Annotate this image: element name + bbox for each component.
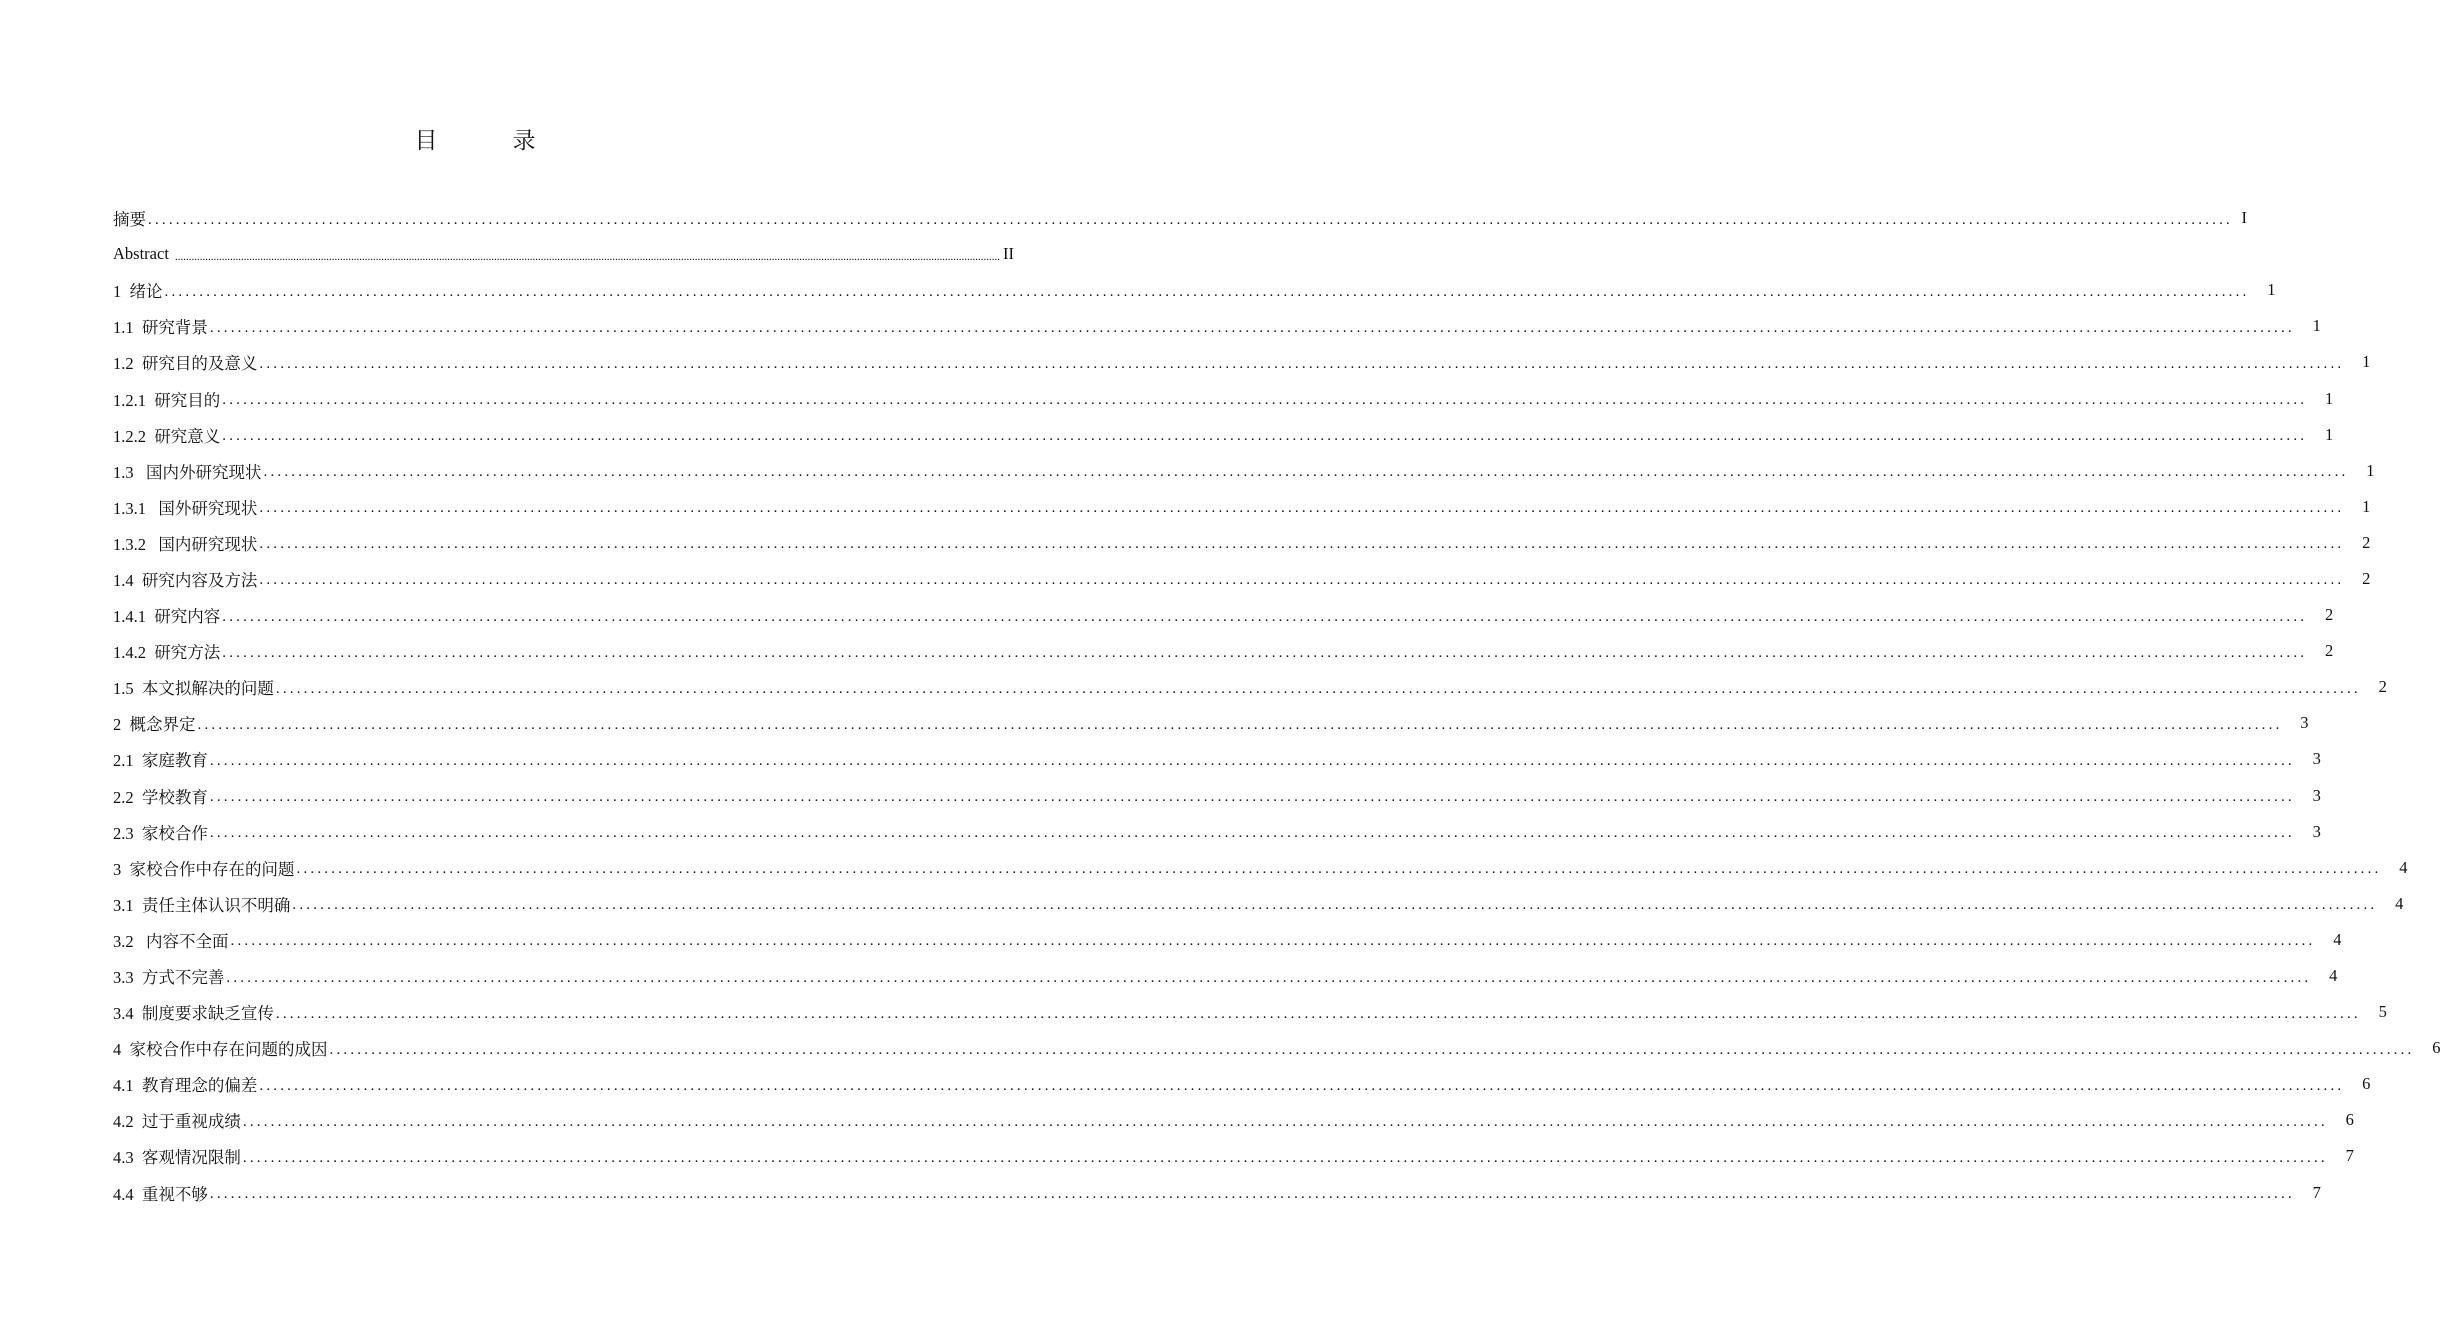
toc-entry-page-number: 4 bbox=[2399, 857, 2408, 877]
dot-leader: ............................................................................................................................................................................................................................................................................................................ bbox=[209, 752, 2295, 769]
page-title: 目 录 bbox=[414, 128, 562, 154]
toc-entry-title: 4.1 教育理念的偏差 bbox=[113, 1072, 259, 1096]
toc-entry[interactable] bbox=[113, 525, 2371, 561]
toc-entry-page-number: 7 bbox=[2312, 1182, 2321, 1202]
toc-entry-page-number: 1 bbox=[2325, 388, 2334, 408]
toc-entry-page-number: 6 bbox=[2432, 1038, 2441, 1058]
dot-leader: ............................................................................................................................................................................................................................................................................................................ bbox=[292, 897, 2378, 914]
dot-leader: ............................................................................................................................................................................................................................................................................................................ bbox=[197, 716, 2283, 733]
toc-entry-title: 4.2 过于重视成绩 bbox=[113, 1108, 243, 1132]
toc-entry-page-number: 6 bbox=[2362, 1074, 2371, 1094]
toc-entry[interactable] bbox=[113, 1102, 2354, 1138]
dot-leader: ............................................................................................................................................................................................................................................................................................................ bbox=[209, 825, 2295, 842]
dot-leader: ............................................................................................................................................................................................................................................................................................................ bbox=[209, 789, 2295, 806]
toc-entry-title: 1.5 本文拟解决的问题 bbox=[113, 675, 276, 699]
toc-entry-page-number: 3 bbox=[2312, 785, 2321, 805]
toc-entry-page-number: 2 bbox=[2362, 532, 2371, 552]
toc-entry-title: 3.2 内容不全面 bbox=[113, 928, 231, 952]
toc-entry-page-number: 1 bbox=[2325, 424, 2334, 444]
dot-leader: ............................................................................................................................................................................................................................................................................................................ bbox=[209, 319, 2295, 336]
toc-entry-page-number: 2 bbox=[2325, 605, 2334, 625]
toc-entry[interactable] bbox=[113, 561, 2371, 597]
dot-leader: ............................................................................................................................................................................................................................................................................................................ bbox=[275, 680, 2361, 697]
dot-leader: ............................................................................................................................................................................................................................................................................................................ bbox=[259, 500, 2345, 517]
dot-leader: ............................................................................................................................................................................................................................................................................................................ bbox=[230, 933, 2316, 950]
toc-entry-title: 4.3 客观情况限制 bbox=[113, 1144, 243, 1168]
toc-entry-title: 1.1 研究背景 bbox=[113, 314, 210, 338]
toc-entry[interactable] bbox=[113, 1030, 2441, 1066]
toc-entry-title: 1 绪论 bbox=[113, 278, 165, 302]
dot-leader: ............................................................................................................................................................................................................................................................................................................ bbox=[175, 250, 1001, 263]
toc-entry-page-number: 1 bbox=[2362, 496, 2371, 516]
toc-entry-title: 1.2 研究目的及意义 bbox=[113, 350, 259, 374]
toc-entry-page-number: 1 bbox=[2362, 352, 2371, 372]
toc-entry[interactable] bbox=[113, 1138, 2354, 1174]
toc-entry[interactable] bbox=[113, 417, 2334, 453]
toc-entry[interactable] bbox=[113, 308, 2321, 344]
toc-entry-page-number: 6 bbox=[2345, 1110, 2354, 1130]
toc-entry[interactable] bbox=[113, 380, 2334, 416]
toc-entry-title: 1.2.2 研究意义 bbox=[113, 423, 222, 447]
toc-entry[interactable] bbox=[113, 778, 2321, 814]
toc-entry-title: 1.3.2 国内研究现状 bbox=[113, 531, 259, 555]
dot-leader: ............................................................................................................................................................................................................................................................................................................ bbox=[242, 1113, 2328, 1130]
toc-entry-page-number: 3 bbox=[2312, 749, 2321, 769]
toc-entry-title: 1.4.2 研究方法 bbox=[113, 639, 222, 663]
toc-entry-page-number: 4 bbox=[2333, 929, 2342, 949]
dot-leader: ............................................................................................................................................................................................................................................................................................................ bbox=[164, 283, 2250, 300]
toc-entry-page-number: 2 bbox=[2325, 641, 2334, 661]
dot-leader: ............................................................................................................................................................................................................................................................................................................ bbox=[329, 1041, 2415, 1058]
toc-entry[interactable] bbox=[113, 1066, 2371, 1102]
dot-leader: ............................................................................................................................................................................................................................................................................................................ bbox=[275, 1005, 2361, 1022]
toc-entry[interactable] bbox=[113, 741, 2321, 777]
dot-leader: ............................................................................................................................................................................................................................................................................................................ bbox=[242, 1149, 2328, 1166]
toc-entry-title: 1.3 国内外研究现状 bbox=[113, 459, 264, 483]
toc-entry-title: 2 概念界定 bbox=[113, 711, 198, 735]
dot-leader: ............................................................................................................................................................................................................................................................................................................ bbox=[226, 969, 2312, 986]
toc-entry[interactable] bbox=[113, 705, 2309, 741]
toc-entry[interactable] bbox=[113, 922, 2342, 958]
toc-entry-page-number: 2 bbox=[2362, 568, 2371, 588]
toc-entry-page-number: 4 bbox=[2329, 966, 2338, 986]
toc-entry-title: 2.1 家庭教育 bbox=[113, 747, 210, 771]
table-of-contents bbox=[113, 200, 2441, 1211]
toc-entry-title: 4 家校合作中存在问题的成因 bbox=[113, 1036, 330, 1060]
toc-entry[interactable] bbox=[113, 633, 2334, 669]
dot-leader: ............................................................................................................................................................................................................................................................................................................ bbox=[259, 536, 2345, 553]
toc-entry-title: Abstract bbox=[113, 244, 174, 264]
toc-entry[interactable] bbox=[113, 814, 2321, 850]
dot-leader: ............................................................................................................................................................................................................................................................................................................ bbox=[222, 644, 2308, 661]
toc-entry[interactable] bbox=[113, 344, 2371, 380]
dot-leader: ............................................................................................................................................................................................................................................................................................................ bbox=[148, 211, 2233, 228]
dot-leader: ............................................................................................................................................................................................................................................................................................................ bbox=[259, 355, 2345, 372]
toc-entry[interactable] bbox=[113, 1175, 2321, 1211]
toc-entry-page-number: 3 bbox=[2312, 821, 2321, 841]
toc-entry-page-number: 4 bbox=[2395, 893, 2404, 913]
toc-entry[interactable] bbox=[113, 886, 2404, 922]
toc-entry-title: 1.4 研究内容及方法 bbox=[113, 567, 259, 591]
toc-entry-title: 3.4 制度要求缺乏宣传 bbox=[113, 1000, 276, 1024]
dot-leader: ............................................................................................................................................................................................................................................................................................................ bbox=[259, 572, 2345, 589]
toc-entry[interactable] bbox=[113, 453, 2375, 489]
toc-entry-page-number: 3 bbox=[2300, 713, 2309, 733]
dot-leader: ............................................................................................................................................................................................................................................................................................................ bbox=[222, 392, 2308, 409]
toc-entry[interactable] bbox=[113, 669, 2387, 705]
toc-entry[interactable] bbox=[113, 489, 2371, 525]
toc-entry[interactable] bbox=[113, 200, 2247, 236]
toc-entry-title: 4.4 重视不够 bbox=[113, 1181, 210, 1205]
dot-leader: ............................................................................................................................................................................................................................................................................................................ bbox=[222, 428, 2308, 445]
dot-leader: ............................................................................................................................................................................................................................................................................................................ bbox=[296, 861, 2382, 878]
toc-entry[interactable] bbox=[113, 958, 2338, 994]
toc-entry-page-number: 1 bbox=[2366, 460, 2375, 480]
toc-entry-page-number: I bbox=[2241, 208, 2247, 228]
toc-entry-title: 1.3.1 国外研究现状 bbox=[113, 495, 259, 519]
dot-leader: ............................................................................................................................................................................................................................................................................................................ bbox=[209, 1186, 2295, 1203]
dot-leader: ............................................................................................................................................................................................................................................................................................................ bbox=[222, 608, 2308, 625]
toc-entry-title: 2.2 学校教育 bbox=[113, 784, 210, 808]
toc-entry-title: 3 家校合作中存在的问题 bbox=[113, 856, 297, 880]
toc-entry-title: 3.3 方式不完善 bbox=[113, 964, 226, 988]
toc-entry-page-number: II bbox=[1003, 244, 1015, 264]
toc-entry[interactable] bbox=[113, 272, 2276, 308]
toc-entry-title: 3.1 责任主体认识不明确 bbox=[113, 892, 292, 916]
dot-leader: ............................................................................................................................................................................................................................................................................................................ bbox=[259, 1077, 2345, 1094]
toc-entry-title: 1.2.1 研究目的 bbox=[113, 387, 222, 411]
toc-entry[interactable] bbox=[113, 597, 2334, 633]
toc-entry[interactable] bbox=[113, 994, 2387, 1030]
toc-entry-page-number: 7 bbox=[2345, 1146, 2354, 1166]
toc-entry-title: 摘要 bbox=[113, 206, 148, 230]
toc-entry-page-number: 1 bbox=[2267, 280, 2276, 300]
toc-entry-page-number: 2 bbox=[2378, 677, 2387, 697]
dot-leader: ............................................................................................................................................................................................................................................................................................................ bbox=[263, 464, 2349, 481]
toc-entry[interactable] bbox=[113, 236, 1015, 272]
toc-entry-page-number: 5 bbox=[2378, 1002, 2387, 1022]
toc-entry-page-number: 1 bbox=[2312, 316, 2321, 336]
toc-entry[interactable] bbox=[113, 850, 2408, 886]
toc-entry-title: 2.3 家校合作 bbox=[113, 820, 210, 844]
toc-entry-title: 1.4.1 研究内容 bbox=[113, 603, 222, 627]
